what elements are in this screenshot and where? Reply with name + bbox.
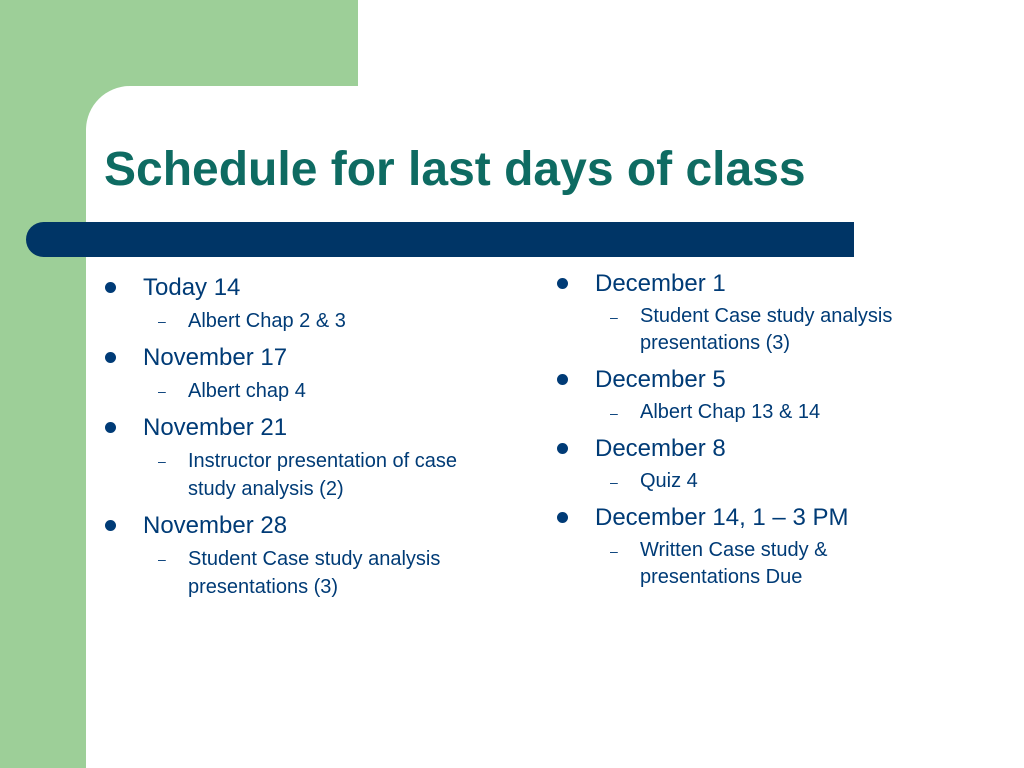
sub-item: [158, 545, 488, 601]
dash-icon: –: [610, 405, 618, 421]
item-date: Today 14: [143, 274, 241, 301]
sub-item: [158, 377, 525, 405]
sub-list: [610, 537, 997, 591]
item-date: December 8: [595, 435, 726, 462]
bullet-icon: [557, 443, 568, 454]
schedule-item: [105, 343, 525, 405]
schedule-item: [105, 413, 525, 503]
item-date: December 5: [595, 366, 726, 393]
bullet-icon: [105, 352, 116, 363]
sub-item-text: Instructor presentation of case study analysis (2): [188, 450, 458, 500]
sub-list: [610, 399, 997, 426]
sub-list: [158, 447, 525, 503]
dash-icon: –: [158, 313, 166, 329]
bullet-icon: [557, 512, 568, 523]
sub-item: [610, 399, 997, 426]
sub-list: [610, 303, 997, 357]
sub-item: [158, 447, 488, 503]
title-underline-bar: [26, 222, 854, 257]
sub-list: [610, 468, 997, 495]
sub-item-text: Student Case study analysis presentations (3): [640, 305, 893, 354]
bullet-icon: [105, 520, 116, 531]
sub-item: [610, 303, 940, 357]
bullet-icon: [105, 282, 116, 293]
schedule-item: [557, 434, 997, 495]
schedule-item: [105, 511, 525, 601]
item-date: December 14, 1 – 3 PM: [595, 504, 849, 531]
bullet-icon: [557, 278, 568, 289]
slide-title: Schedule for last days of class: [104, 143, 806, 196]
dash-icon: –: [610, 543, 618, 559]
sub-item: [158, 307, 525, 335]
dash-icon: –: [158, 383, 166, 399]
right-column: [557, 269, 997, 599]
sub-list: [158, 377, 525, 405]
sub-list: [158, 545, 525, 601]
sub-item-text: Written Case study & presentations Due: [640, 539, 828, 588]
dash-icon: –: [158, 453, 166, 469]
bullet-icon: [557, 374, 568, 385]
schedule-item: [557, 365, 997, 426]
sub-item: [610, 468, 997, 495]
item-date: December 1: [595, 270, 726, 297]
dash-icon: –: [610, 309, 618, 325]
dash-icon: –: [610, 474, 618, 490]
schedule-item: [557, 503, 997, 591]
sub-item-text: Albert Chap 2 & 3: [188, 310, 346, 332]
item-date: November 28: [143, 512, 288, 539]
schedule-item: [105, 273, 525, 335]
sub-list: [158, 307, 525, 335]
sub-item-text: Student Case study analysis presentations (3): [188, 548, 441, 598]
item-date: November 21: [143, 414, 288, 441]
sub-item-text: Albert chap 4: [188, 380, 306, 402]
dash-icon: –: [158, 551, 166, 567]
left-column: [105, 273, 525, 609]
sub-item-text: Quiz 4: [640, 470, 698, 492]
item-date: November 17: [143, 344, 288, 371]
sub-item: [610, 537, 900, 591]
schedule-item: [557, 269, 997, 357]
bullet-icon: [105, 422, 116, 433]
sub-item-text: Albert Chap 13 & 14: [640, 401, 821, 423]
